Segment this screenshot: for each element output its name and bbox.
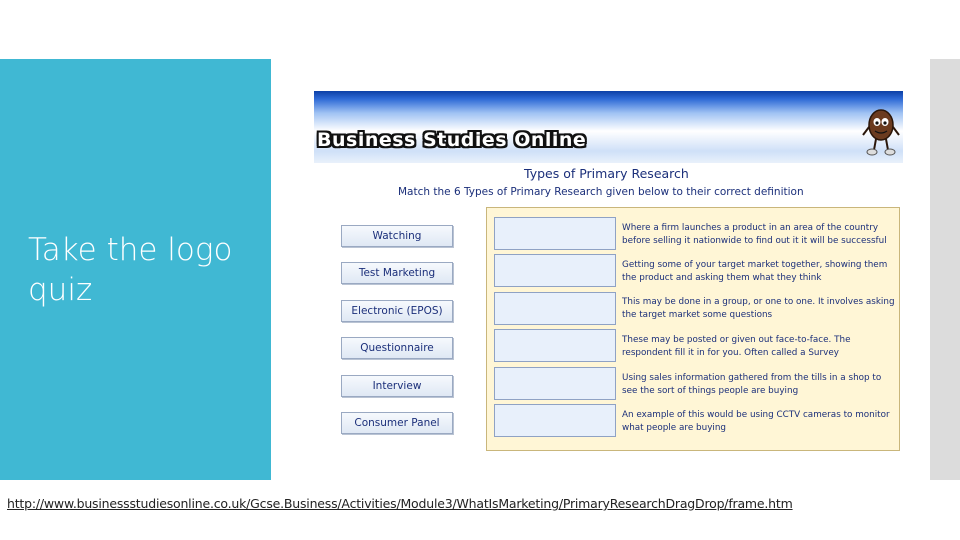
drop-zone[interactable] [494,329,616,362]
quiz-heading: Types of Primary Research [524,166,689,181]
term-consumer-panel-button[interactable]: Consumer Panel [341,412,453,434]
term-questionnaire-button[interactable]: Questionnaire [341,337,453,359]
term-interview-button[interactable]: Interview [341,375,453,397]
site-logo: Business Studies Online [317,129,587,151]
term-watching-button[interactable]: Watching [341,225,453,247]
drop-zone[interactable] [494,404,616,437]
definition-text: Using sales information gathered from the tills in a shop to see the sort of things people are buying [622,373,882,396]
answer-area [486,207,900,451]
drop-zone[interactable] [494,254,616,287]
site-banner [314,91,903,163]
definition-text: These may be posted or given out face-to-face. The respondent fill it in for you. Often called a Survey [622,335,851,358]
definition-text: Where a firm launches a product in an area of the country before selling it nationwide to find out it it will be successful [622,223,887,246]
right-accent-bar [930,59,960,480]
website-screenshot [314,91,903,455]
definition-text: Getting some of your target market together, showing them the product and asking them what they think [622,260,888,283]
definition-text: This may be done in a group, or one to one. It involves asking the target market some questions [622,297,895,320]
drop-zone[interactable] [494,367,616,400]
slide-title: Take the logo quiz [28,232,233,308]
definition-text: An example of this would be using CCTV cameras to monitor what people are buying [622,410,890,433]
source-link[interactable]: http://www.businessstudiesonline.co.uk/Gcse.Business/Activities/Module3/WhatIsMarketing/PrimaryResearchDragDrop/frame.htm [7,496,793,511]
quiz-instruction: Match the 6 Types of Primary Research given below to their correct definition [398,186,804,198]
drop-zone[interactable] [494,292,616,325]
term-test-marketing-button[interactable]: Test Marketing [341,262,453,284]
drop-zone[interactable] [494,217,616,250]
term-epos-button[interactable]: Electronic (EPOS) [341,300,453,322]
mascot-icon [862,105,900,157]
